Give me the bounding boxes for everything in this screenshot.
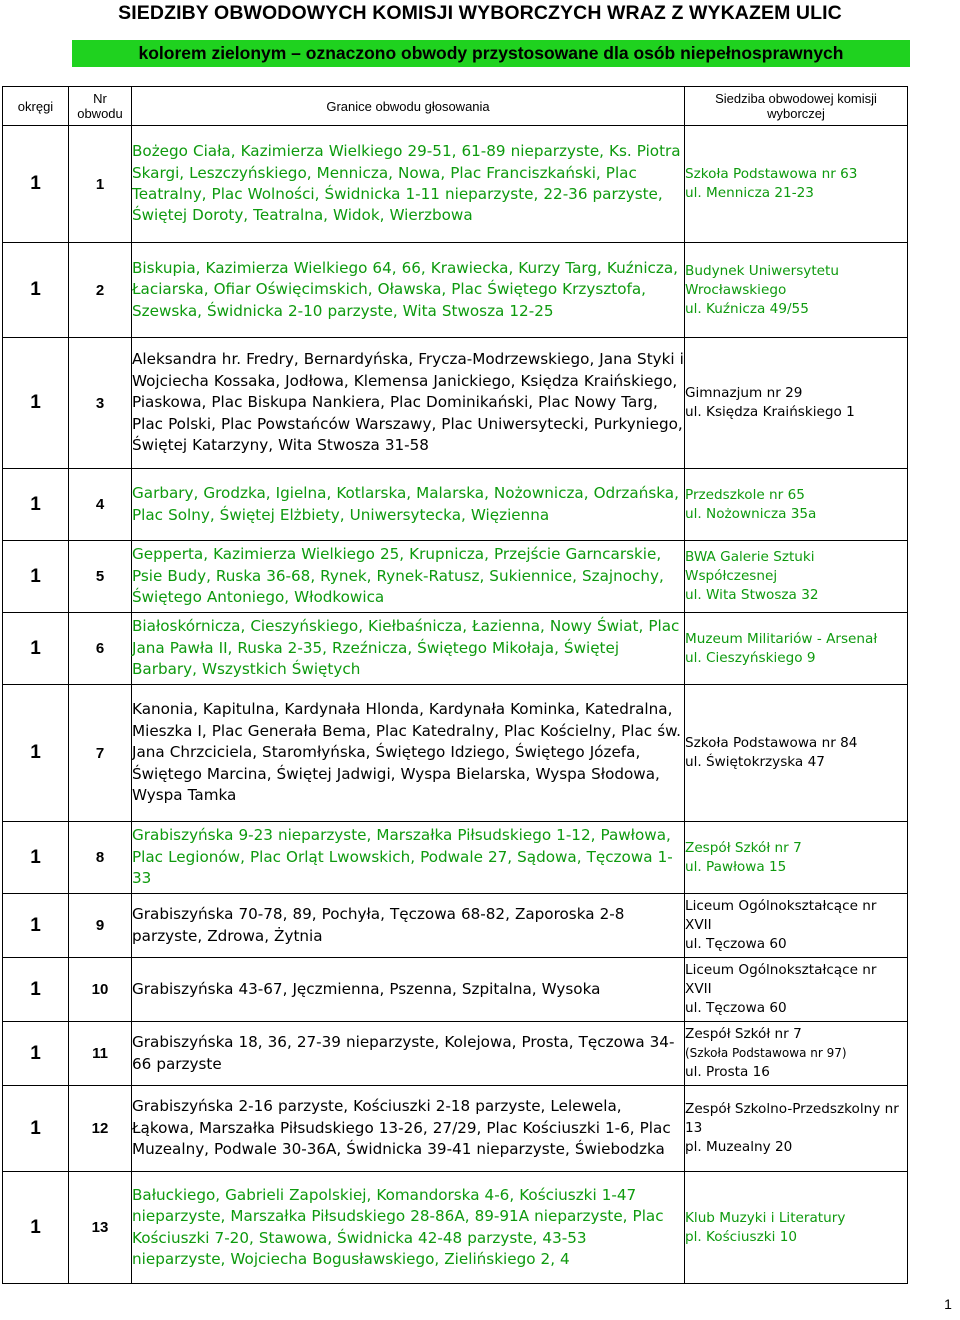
okreg-cell: 1	[3, 958, 69, 1022]
siedziba-name: Szkoła Podstawowa nr 63	[685, 166, 858, 182]
siedziba-name: Zespół Szkół nr 7	[685, 839, 802, 856]
granice-cell: Biskupia, Kazimierza Wielkiego 64, 66, Krawiecka, Kurzy Targ, Kuźnicza, Łaciarska, Ofiar Oświęcimskich, Oławska, Plac Świętego Krzysztofa, Szewska, Świdnicka 2-10 parzyste, Wita Stwosza 12-25	[132, 243, 685, 338]
siedziba-cell	[685, 894, 908, 958]
header-nr-obwodu	[69, 87, 132, 126]
nr-obwodu-cell: 10	[69, 958, 132, 1022]
siedziba-address: pl. Muzealny 20	[685, 1139, 793, 1155]
siedziba-name: BWA Galerie Sztuki Współczesnej	[685, 549, 815, 584]
siedziba-address: ul. Księdza Kraińskiego 1	[685, 404, 855, 420]
siedziba-cell	[685, 338, 908, 469]
siedziba-name: Zespół Szkół nr 7	[685, 1026, 802, 1042]
table-row	[3, 613, 908, 685]
okreg-cell: 1	[3, 613, 69, 685]
nr-obwodu-cell: 8	[69, 822, 132, 894]
table-row	[3, 469, 908, 541]
siedziba-address: ul. Cieszyńskiego 9	[685, 649, 816, 666]
siedziba-cell	[685, 1172, 908, 1284]
okreg-cell: 1	[3, 469, 69, 541]
siedziba-cell	[685, 822, 908, 894]
okreg-cell: 1	[3, 541, 69, 613]
granice-cell: Białoskórnicza, Cieszyńskiego, Kiełbaśnicza, Łazienna, Nowy Świat, Plac Jana Pawła II, Ruska 2-35, Rzeźnicza, Świętego Mikołaja, Świętej Barbary, Wszystkich Świętych	[132, 613, 685, 685]
siedziba-address: ul. Mennicza 21-23	[685, 185, 814, 201]
nr-obwodu-cell: 12	[69, 1086, 132, 1172]
okreg-cell: 1	[3, 1172, 69, 1284]
okreg-cell: 1	[3, 126, 69, 243]
siedziba-cell	[685, 126, 908, 243]
siedziba-name: Zespół Szkolno-Przedszkolny nr 13	[685, 1101, 899, 1136]
table-row	[3, 822, 908, 894]
nr-obwodu-cell: 3	[69, 338, 132, 469]
table-row	[3, 958, 908, 1022]
okreg-cell: 1	[3, 822, 69, 894]
header-nr-line2: obwodu	[77, 106, 123, 121]
siedziba-note: (Szkoła Podstawowa nr 97)	[685, 1046, 847, 1060]
siedziba-address: ul. Nożownicza 35a	[685, 505, 817, 522]
header-granice: Granice obwodu głosowania	[132, 87, 685, 126]
legend-note: kolorem zielonym – oznaczono obwody przystosowane dla osób niepełnosprawnych	[138, 43, 844, 63]
granice-cell: Grabiszyńska 70-78, 89, Pochyła, Tęczowa 68-82, Zaporoska 2-8 parzyste, Zdrowa, Żytnia	[132, 894, 685, 958]
siedziba-address: ul. Prosta 16	[685, 1064, 770, 1080]
table-row	[3, 541, 908, 613]
page-number: 1	[944, 1296, 952, 1312]
nr-obwodu-cell: 1	[69, 126, 132, 243]
okreg-cell: 1	[3, 685, 69, 822]
nr-obwodu-cell: 11	[69, 1022, 132, 1086]
siedziba-cell	[685, 685, 908, 822]
granice-cell: Grabiszyńska 18, 36, 27-39 nieparzyste, Kolejowa, Prosta, Tęczowa 34-66 parzyste	[132, 1022, 685, 1086]
siedziba-name: Szkoła Podstawowa nr 84	[685, 735, 858, 751]
nr-obwodu-cell: 9	[69, 894, 132, 958]
table-row	[3, 126, 908, 243]
header-nr-line1: Nr	[93, 91, 107, 106]
siedziba-address: ul. Tęczowa 60	[685, 1000, 787, 1016]
granice-cell: Kanonia, Kapitulna, Kardynała Hlonda, Kardynała Kominka, Katedralna, Mieszka I, Plac Generała Bema, Plac Katedralny, Plac Kościelny, Plac św. Jana Chrzciciela, Staromłyńska, Świętego Idziego, Świętego Józefa, Świętego Marcina, Świętej Jadwigi, Wyspa Bielarska, Wyspa Słodowa, Wyspa Tamka	[132, 685, 685, 822]
siedziba-name: Gimnazjum nr 29	[685, 385, 803, 401]
granice-cell: Bożego Ciała, Kazimierza Wielkiego 29-51, 61-89 nieparzyste, Ks. Piotra Skargi, Leszczyńskiego, Mennicza, Nowa, Plac Franciszkański, Plac Teatralny, Plac Wolności, Świdnicka 1-11 nieparzyste, 22-36 parzyste, Świętej Doroty, Teatralna, Widok, Wierzbowa	[132, 126, 685, 243]
siedziba-cell	[685, 613, 908, 685]
siedziba-address: ul. Kuźnicza 49/55	[685, 300, 809, 317]
polling-stations-table	[2, 86, 908, 1284]
siedziba-name: Muzeum Militariów - Arsenał	[685, 630, 878, 647]
document-title: SIEDZIBY OBWODOWYCH KOMISJI WYBORCZYCH WRAZ Z WYKAZEM ULIC	[118, 2, 842, 24]
nr-obwodu-cell: 7	[69, 685, 132, 822]
siedziba-cell	[685, 1022, 908, 1086]
granice-cell: Gepperta, Kazimierza Wielkiego 25, Krupnicza, Przejście Garncarskie, Psie Budy, Ruska 36-68, Rynek, Rynek-Ratusz, Sukiennice, Szajnochy, Świętego Antoniego, Włodkowica	[132, 541, 685, 613]
granice-cell: Bałuckiego, Gabrieli Zapolskiej, Komandorska 4-6, Kościuszki 1-47 nieparzyste, Marszałka Piłsudskiego 28-86A, 89-91A nieparzyste, Plac Kościuszki 7-20, Stawowa, Świdnicka 42-48 parzyste, 43-53 nieparzyste, Wojciecha Bogusławskiego, Zielińskiego 2, 4	[132, 1172, 685, 1284]
siedziba-cell	[685, 243, 908, 338]
siedziba-cell	[685, 1086, 908, 1172]
okreg-cell: 1	[3, 894, 69, 958]
siedziba-name: Liceum Ogólnokształcące nr XVII	[685, 898, 877, 933]
okreg-cell: 1	[3, 338, 69, 469]
granice-cell: Garbary, Grodzka, Igielna, Kotlarska, Malarska, Nożownicza, Odrzańska, Plac Solny, Świętej Elżbiety, Uniwersytecka, Więzienna	[132, 469, 685, 541]
nr-obwodu-cell: 5	[69, 541, 132, 613]
siedziba-address: ul. Pawłowa 15	[685, 858, 787, 875]
granice-cell: Grabiszyńska 2-16 parzyste, Kościuszki 2-18 parzyste, Lelewela, Łąkowa, Marszałka Piłsudskiego 13-26, 27/29, Plac Kościuszki 1-6, Plac Muzealny, Podwale 30-36A, Świdnicka 39-41 nieparzyste, Świebodzka	[132, 1086, 685, 1172]
nr-obwodu-cell: 6	[69, 613, 132, 685]
siedziba-address: ul. Tęczowa 60	[685, 936, 787, 952]
header-siedziba-line1: Siedziba obwodowej komisji	[715, 91, 877, 106]
okreg-cell: 1	[3, 1022, 69, 1086]
table-row	[3, 1172, 908, 1284]
nr-obwodu-cell: 4	[69, 469, 132, 541]
table-row	[3, 685, 908, 822]
nr-obwodu-cell: 2	[69, 243, 132, 338]
siedziba-name: Przedszkole nr 65	[685, 486, 805, 503]
granice-cell: Grabiszyńska 9-23 nieparzyste, Marszałka Piłsudskiego 1-12, Pawłowa, Plac Legionów, Plac Orląt Lwowskich, Podwale 27, Sądowa, Tęczowa 1-33	[132, 822, 685, 894]
header-siedziba-line2: wyborczej	[767, 106, 825, 121]
nr-obwodu-cell: 13	[69, 1172, 132, 1284]
siedziba-name: Budynek Uniwersytetu Wrocławskiego	[685, 262, 839, 298]
siedziba-address: pl. Kościuszki 10	[685, 1228, 798, 1245]
okreg-cell: 1	[3, 1086, 69, 1172]
granice-cell: Aleksandra hr. Fredry, Bernardyńska, Frycza-Modrzewskiego, Jana Styki i Wojciecha Kossaka, Jodłowa, Klemensa Janickiego, Księdza Kraińskiego, Piaskowa, Plac Biskupa Nankiera, Plac Dominikański, Plac Nowy Targ, Plac Polski, Plac Powstańców Warszawy, Plac Uniwersytecki, Purkyniego, Świętej Katarzyny, Wita Stwosza 31-58	[132, 338, 685, 469]
siedziba-address: ul. Wita Stwosza 32	[685, 587, 819, 603]
table-header-row	[3, 87, 908, 126]
okreg-cell: 1	[3, 243, 69, 338]
siedziba-name: Klub Muzyki i Literatury	[685, 1209, 846, 1226]
siedziba-address: ul. Świętokrzyska 47	[685, 754, 825, 770]
table-row	[3, 1086, 908, 1172]
siedziba-cell	[685, 469, 908, 541]
granice-cell: Grabiszyńska 43-67, Jęczmienna, Pszenna, Szpitalna, Wysoka	[132, 958, 685, 1022]
siedziba-name: Liceum Ogólnokształcące nr XVII	[685, 962, 877, 997]
siedziba-cell	[685, 541, 908, 613]
table-row	[3, 338, 908, 469]
header-siedziba	[685, 87, 908, 126]
table-row	[3, 894, 908, 958]
table-row	[3, 243, 908, 338]
table-row	[3, 1022, 908, 1086]
header-okregi: okręgi	[3, 87, 69, 126]
siedziba-cell	[685, 958, 908, 1022]
